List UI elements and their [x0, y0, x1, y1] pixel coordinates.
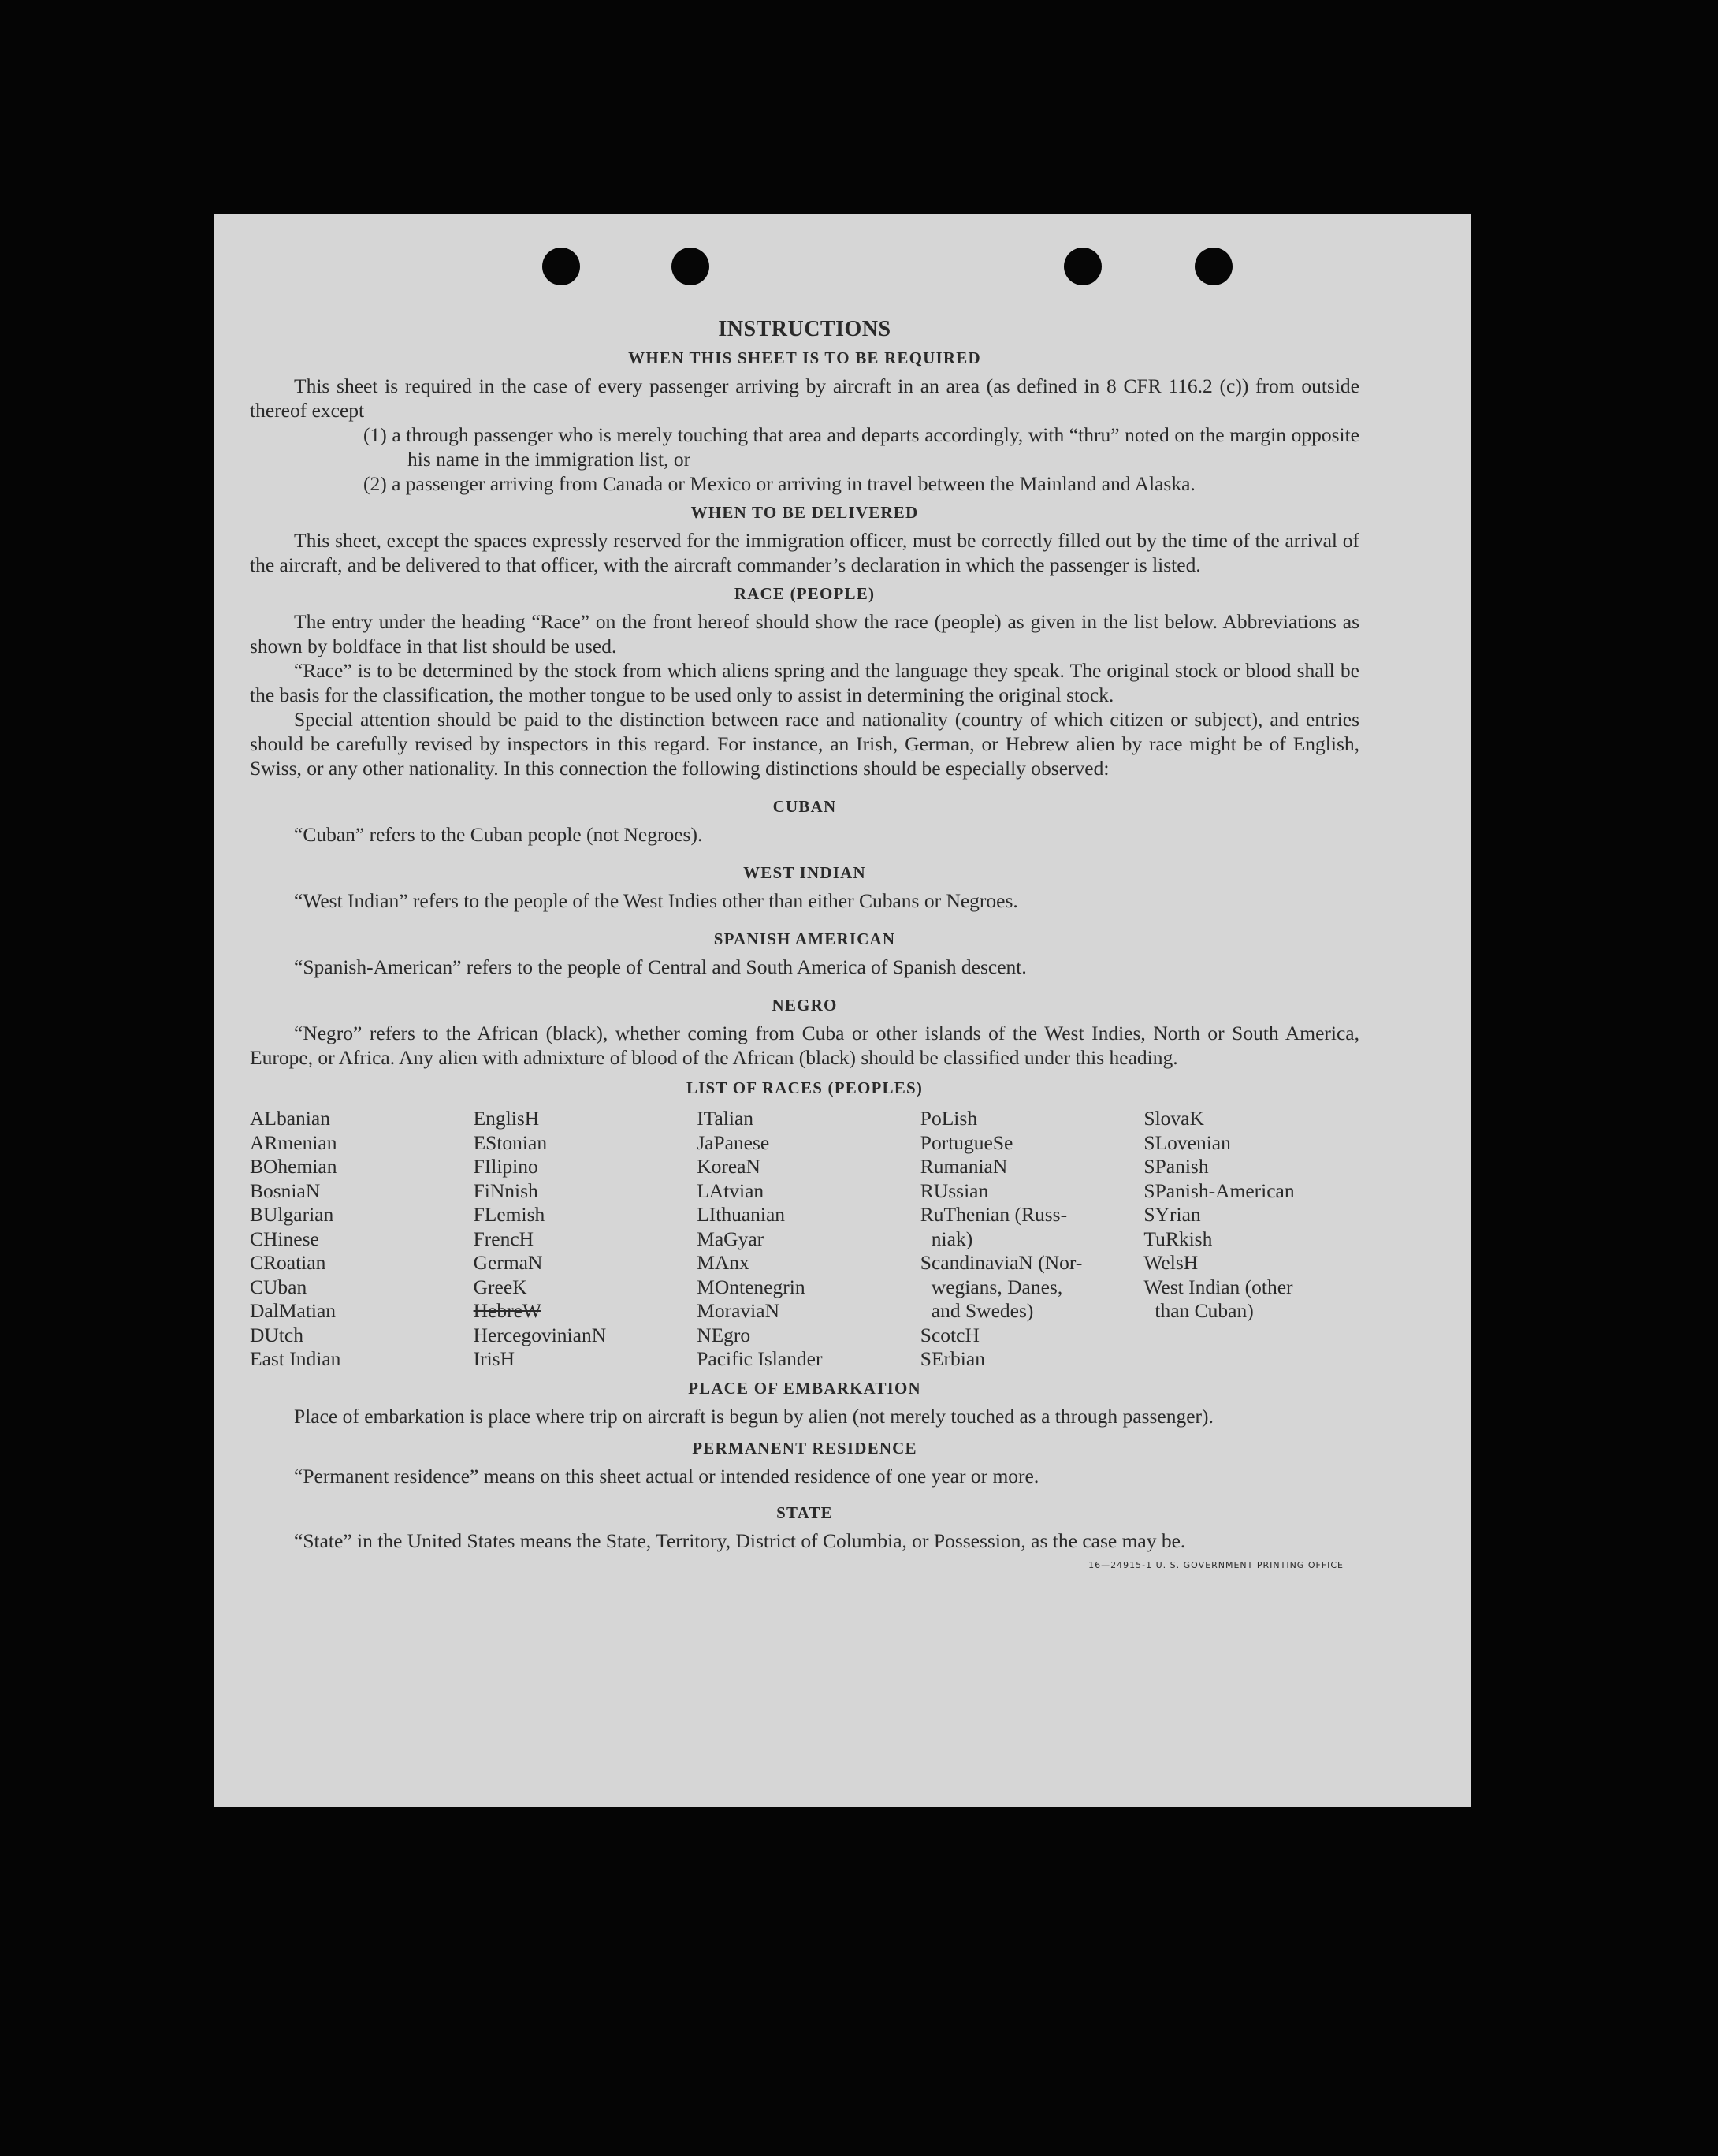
race-entry: RuThenian (Russ-: [920, 1203, 1068, 1226]
race-entry: ScandinaviaN (Nor-: [920, 1251, 1083, 1274]
race-entry: ARmenian: [250, 1130, 337, 1154]
race-entry: RumaniaN: [920, 1155, 1008, 1178]
race-entry: GreeK: [473, 1275, 527, 1298]
race-entry: GermaN: [473, 1251, 543, 1274]
exception-item-1: (1) a through passenger who is merely touching that area and departs accordingly, with “thru” noted on the margin opposite his name in the immigration list, or: [363, 423, 1359, 471]
race-entry-struck: HebreW: [473, 1299, 541, 1322]
race-entry: SPanish-American: [1143, 1179, 1295, 1202]
race-entry: MAnx: [697, 1251, 749, 1274]
race-entry: MoraviaN: [697, 1299, 779, 1322]
page-title: INSTRUCTIONS: [718, 317, 891, 341]
west-indian-text: “West Indian” refers to the people of the West Indies other than either Cubans or Negroes.: [294, 889, 1018, 912]
race-entry-continuation: niak): [931, 1227, 973, 1250]
section-heading-embarkation: PLACE OF EMBARKATION: [688, 1378, 921, 1398]
section-heading-delivered: WHEN TO BE DELIVERED: [690, 503, 919, 522]
races-column-1: [250, 1107, 466, 1372]
race-paragraph-2: “Race” is to be determined by the stock from which aliens spring and the language they speak. The original stock or blood shall be the basis for the classification, the mother tongue to be used only to assist in determining the original stock.: [250, 659, 1359, 706]
section-heading-list-of-races: LIST OF RACES (PEOPLES): [686, 1078, 924, 1097]
race-entry: East Indian: [250, 1347, 341, 1370]
race-entry: SlovaK: [1143, 1107, 1204, 1130]
race-entry: JaPanese: [697, 1130, 770, 1154]
section-heading-residence: PERMANENT RESIDENCE: [692, 1438, 917, 1458]
negro-text: “Negro” refers to the African (black), whether coming from Cuba or other islands of the West Indies, North or South America, Europe, or Africa. Any alien with admixture of blood of the African (black) should be classified under this heading.: [250, 1022, 1359, 1069]
race-entry: BosniaN: [250, 1179, 321, 1202]
race-entry: FLemish: [473, 1203, 545, 1226]
instructions-content: [250, 317, 1359, 1581]
race-entry: ITalian: [697, 1107, 754, 1130]
race-entry: MaGyar: [697, 1227, 764, 1250]
punch-hole: [1064, 248, 1102, 285]
required-text: This sheet is required in the case of every passenger arriving by aircraft in an area (as defined in 8 CFR 116.2 (c)) from outside thereof except: [250, 374, 1359, 422]
race-entry: DalMatian: [250, 1299, 337, 1322]
race-entry: RUssian: [920, 1179, 989, 1202]
race-entry: West Indian (other: [1143, 1275, 1293, 1298]
section-heading-cuban: CUBAN: [772, 797, 837, 816]
race-entry: BUlgarian: [250, 1203, 334, 1226]
race-entry: CUban: [250, 1275, 307, 1298]
race-entry: SLovenian: [1143, 1130, 1231, 1154]
race-entry: CHinese: [250, 1227, 319, 1250]
exception-item-2: (2) a passenger arriving from Canada or Mexico or arriving in travel between the Mainland and Alaska.: [363, 472, 1196, 495]
race-entry: HercegovinianN: [473, 1323, 607, 1346]
race-entry: WelsH: [1143, 1251, 1199, 1274]
race-entry: SYrian: [1143, 1203, 1201, 1226]
race-entry: CRoatian: [250, 1251, 326, 1274]
punch-hole: [671, 248, 709, 285]
race-entry-continuation: than Cuban): [1155, 1299, 1254, 1322]
spanish-american-text: “Spanish-American” refers to the people of Central and South America of Spanish descent.: [294, 955, 1027, 978]
race-entry: MOntenegrin: [697, 1275, 805, 1298]
race-entry: FIlipino: [473, 1155, 538, 1178]
races-list: [250, 1107, 1359, 1372]
race-paragraph-3: Special attention should be paid to the distinction between race and nationality (country of which citizen or subject), and entries should be carefully revised by inspectors in this regard. For instance, an Irish, German, or Hebrew alien by race might be of English, Swiss, or any other nationality. In this connection the following distinctions should be especially observed:: [250, 708, 1359, 780]
race-entry: LAtvian: [697, 1179, 764, 1202]
race-entry: TuRkish: [1143, 1227, 1213, 1250]
race-entry: ScotcH: [920, 1323, 980, 1346]
instruction-sheet: [214, 214, 1471, 1807]
state-text: “State” in the United States means the State, Territory, District of Columbia, or Possession, as the case may be.: [294, 1529, 1186, 1552]
race-entry: Pacific Islander: [697, 1347, 823, 1370]
race-entry: BOhemian: [250, 1155, 337, 1178]
section-heading-west-indian: WEST INDIAN: [743, 863, 866, 882]
races-column-5: [1143, 1107, 1359, 1372]
race-entry: NEgro: [697, 1323, 751, 1346]
race-entry: PoLish: [920, 1107, 978, 1130]
cuban-text: “Cuban” refers to the Cuban people (not Negroes).: [294, 823, 703, 846]
section-heading-race: RACE (PEOPLE): [734, 584, 876, 603]
footer: [250, 1553, 1359, 1581]
delivered-text: This sheet, except the spaces expressly reserved for the immigration officer, must be correctly filled out by the time of the arrival of the aircraft, and be delivered to that officer, with the aircraft commander’s declaration in which the passenger is listed.: [250, 529, 1359, 576]
race-entry-continuation: wegians, Danes,: [931, 1275, 1063, 1298]
races-column-2: [474, 1107, 690, 1372]
punch-hole: [1195, 248, 1233, 285]
race-entry: EStonian: [473, 1130, 548, 1154]
punch-hole: [542, 248, 580, 285]
embarkation-text: Place of embarkation is place where trip on aircraft is begun by alien (not merely touched as a through passenger).: [294, 1404, 1214, 1428]
section-heading-required: WHEN THIS SHEET IS TO BE REQUIRED: [628, 348, 981, 367]
race-entry: ALbanian: [250, 1107, 330, 1130]
residence-text: “Permanent residence” means on this sheet actual or intended residence of one year or more.: [294, 1464, 1039, 1488]
race-entry: EnglisH: [473, 1107, 540, 1130]
section-heading-state: STATE: [776, 1502, 833, 1522]
section-heading-negro: NEGRO: [772, 996, 838, 1015]
race-entry: FrencH: [473, 1227, 534, 1250]
race-entry: SErbian: [920, 1347, 985, 1370]
printing-office-imprint: 16—24915-1 U. S. GOVERNMENT PRINTING OFFICE: [1088, 1559, 1344, 1570]
section-heading-spanish-american: SPANISH AMERICAN: [713, 929, 896, 948]
race-entry: KoreaN: [697, 1155, 760, 1178]
race-entry: DUtch: [250, 1323, 303, 1346]
race-entry: PortugueSe: [920, 1130, 1013, 1154]
races-column-3: [697, 1107, 913, 1372]
race-entry: IrisH: [473, 1347, 515, 1370]
races-column-4: [920, 1107, 1136, 1372]
race-entry: LIthuanian: [697, 1203, 786, 1226]
race-entry-continuation: and Swedes): [931, 1299, 1034, 1322]
race-paragraph-1: The entry under the heading “Race” on the front hereof should show the race (people) as given in the list below. Abbreviations as shown by boldface in that list should be used.: [250, 610, 1359, 657]
race-entry: SPanish: [1143, 1155, 1209, 1178]
race-entry: FiNnish: [473, 1179, 538, 1202]
